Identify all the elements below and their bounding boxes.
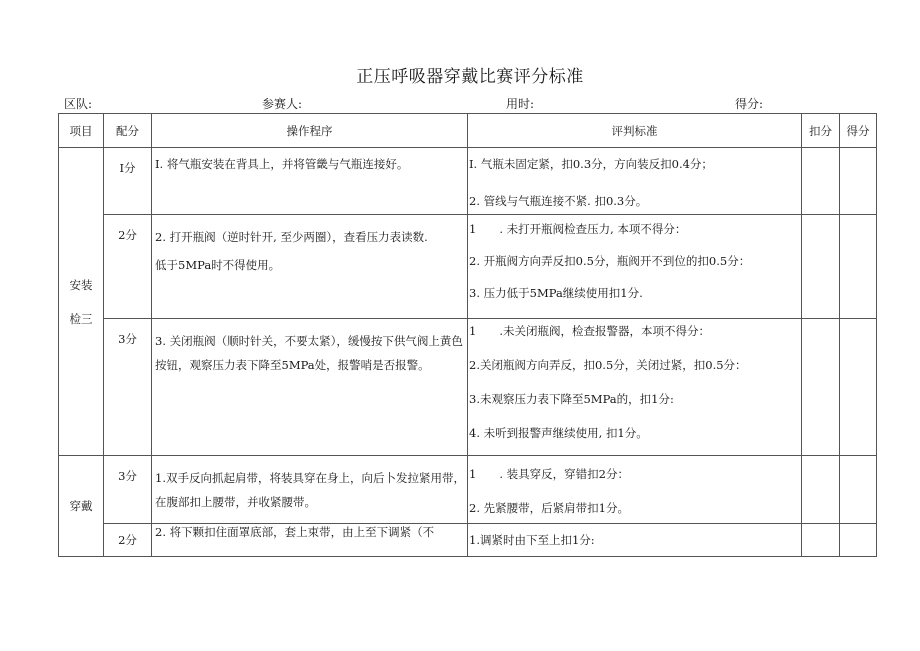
points-cell: 2分 (104, 524, 152, 557)
scoring-table (58, 113, 877, 557)
header-obtained: 得分 (840, 114, 877, 148)
points-cell: 3分 (104, 319, 152, 456)
procedure-cell (152, 319, 468, 456)
score-cell[interactable] (840, 456, 877, 524)
table-row (59, 456, 877, 524)
header-points: 配分 (104, 114, 152, 148)
deduct-cell[interactable] (802, 148, 840, 215)
participant-label: 参赛人: (262, 97, 303, 111)
procedure-text: 3. 关闭瓶阀（顺时针关，不要太紧），缓慢按下供气阀上黄色按钮，观察压力表下降至5MPa处，报警哨是否报警。 (155, 334, 463, 372)
criteria-item: 3.未观察压力表下降至5MPa的，扣1分: (469, 392, 674, 406)
criteria-item: 1.调紧时由下至上扣1分: (469, 533, 595, 547)
table-row (59, 524, 877, 557)
points-cell: 2分 (104, 215, 152, 319)
group-label-wear (59, 456, 104, 557)
group-label-install (59, 148, 104, 456)
procedure-cell (152, 456, 468, 524)
header-row (59, 114, 877, 148)
criteria-item: 2. 管线与气瓶连接不紧. 扣0.3分。 (469, 194, 648, 208)
score-cell[interactable] (840, 148, 877, 215)
deduct-cell[interactable] (802, 215, 840, 319)
group-label-line: 穿戴 (69, 499, 93, 513)
procedure-cell (152, 524, 468, 557)
criteria-item: 1 . 未打开瓶阀检查压力, 本项不得分： (469, 222, 687, 236)
group-label-line: 安装 (69, 277, 93, 292)
procedure-text: 1.双手反向抓起肩带，将装具穿在身上，向后卜发拉紧用带，在腹部扣上腰带，并收紧腰带。 (155, 471, 465, 509)
criteria-item: 3. 压力低于5MPa继续使用扣1分. (469, 286, 643, 300)
score-cell[interactable] (840, 524, 877, 557)
criteria-cell (468, 215, 802, 319)
score-label: 得分: (735, 97, 764, 111)
deduct-cell[interactable] (802, 319, 840, 456)
points-cell: 3分 (104, 456, 152, 524)
criteria-item: 2. 开瓶阀方向弄反扣0.5分，瓶阀开不到位的扣0.5分： (469, 254, 751, 268)
time-label: 用时: (506, 97, 535, 111)
procedure-cell (152, 148, 468, 215)
procedure-text: I. 将气瓶安装在背具上，并将管畿与气瓶连接好。 (155, 157, 409, 171)
criteria-item: I. 气瓶未固定紧，扣0.3分，方向装反扣0.4分； (469, 157, 713, 171)
procedure-text: 低于5MPa时不得使用。 (155, 258, 281, 272)
group-label-line: 检三 (69, 311, 93, 326)
criteria-cell (468, 456, 802, 524)
criteria-cell (468, 524, 802, 557)
header-procedure: 操作程序 (152, 114, 468, 148)
score-cell[interactable] (840, 319, 877, 456)
criteria-cell (468, 319, 802, 456)
page-title: 正压呼吸器穿戴比赛评分标准 (356, 67, 584, 87)
criteria-item: 1 .未关闭瓶阀，检查报警器，本项不得分： (469, 324, 710, 338)
points-cell: I分 (104, 148, 152, 215)
table-row (59, 319, 877, 456)
deduct-cell[interactable] (802, 456, 840, 524)
procedure-text: 2. 将下颗扣住面罩底部，套上束带，由上至下调紧（不 (155, 525, 435, 539)
criteria-item: 2. 先紧腰带，后紧肩带扣1分。 (469, 501, 629, 515)
criteria-cell (468, 148, 802, 215)
criteria-item: 4. 未听到报警声继续使用, 扣1分。 (469, 426, 648, 440)
team-label: 区队: (64, 97, 93, 111)
procedure-cell (152, 215, 468, 319)
table-row (59, 215, 877, 319)
header-deduct: 扣分 (802, 114, 840, 148)
header-item: 项目 (59, 114, 104, 148)
criteria-item: 2.关闭瓶阀方向弄反，扣0.5分，关闭过紧，扣0.5分： (469, 358, 747, 372)
table-row (59, 148, 877, 215)
header-criteria: 评判标准 (468, 114, 802, 148)
deduct-cell[interactable] (802, 524, 840, 557)
criteria-item: 1 . 装具穿反，穿错扣2分： (469, 467, 629, 481)
score-cell[interactable] (840, 215, 877, 319)
procedure-text: 2. 打开瓶阀（逆时针开, 至少两圈），查看压力表读数. (155, 230, 428, 244)
